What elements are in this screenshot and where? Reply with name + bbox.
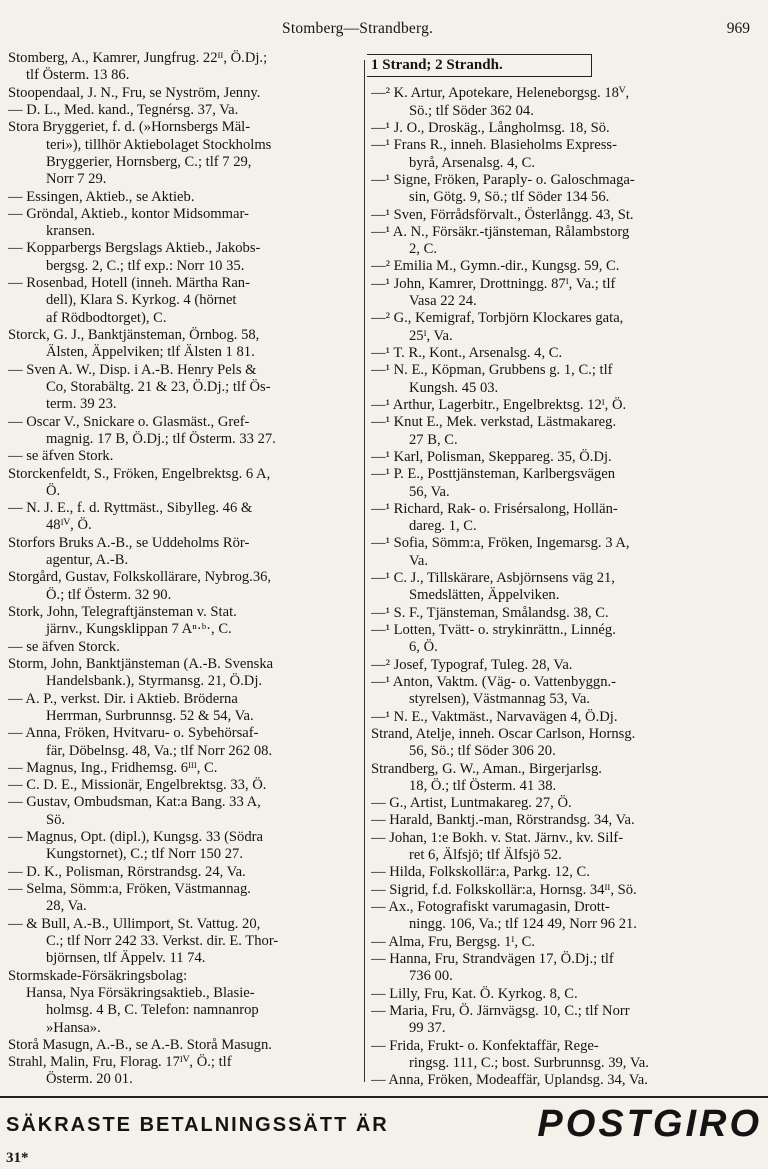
directory-line: — Magnus, Opt. (dipl.), Kungsg. 33 (Södra <box>8 829 263 846</box>
directory-line: —¹ John, Kamrer, Drottningg. 87ᴵ, Va.; tlf <box>371 275 616 292</box>
directory-line: — Sigrid, f.d. Folkskollär:a, Hornsg. 34ᴵᴵ, Sö. <box>371 881 637 898</box>
directory-line: Storå Masugn, A.-B., se A.-B. Storå Masugn. <box>8 1036 272 1053</box>
page-title: Stomberg—Strandberg. <box>282 20 434 37</box>
directory-line: — Rosenbad, Hotell (inneh. Märtha Ran- <box>8 275 250 292</box>
directory-line: Kungsh. 45 03. <box>409 379 499 396</box>
directory-line: Storgård, Gustav, Folkskollärare, Nybrog.36, <box>8 569 272 586</box>
directory-line: 99 37. <box>409 1020 446 1037</box>
directory-line: 2, C. <box>409 241 437 258</box>
directory-line: styrelsen), Västmannag 53, Va. <box>409 691 591 708</box>
directory-line: —¹ N. E., Köpman, Grubbens g. 1, C.; tlf <box>371 362 613 379</box>
directory-line: fär, Döbelnsg. 48, Va.; tlf Norr 262 08. <box>46 742 273 759</box>
directory-line: dell), Klara S. Kyrkog. 4 (hörnet <box>46 292 237 309</box>
directory-line: 25ᴵ, Va. <box>409 327 453 344</box>
directory-line: —² Emilia M., Gymn.-dir., Kungsg. 59, C. <box>371 258 620 275</box>
directory-line: Stomberg, A., Kamrer, Jungfrug. 22ᴵᴵ, Ö.Dj.; <box>8 50 268 66</box>
directory-line: björnsen, tlf Äppelv. 11 74. <box>46 950 206 967</box>
directory-line: Bryggerier, Hornsberg, C.; tlf 7 29, <box>46 153 252 170</box>
directory-line: — Anna, Fröken, Hvitvaru- o. Sybehörsaf- <box>8 725 259 742</box>
advertisement-banner <box>6 1104 762 1144</box>
section-heading: 1 Strand; 2 Strandh. <box>367 54 592 77</box>
directory-line: — se äfven Stork. <box>8 448 114 465</box>
directory-line: Vasa 22 24. <box>409 293 477 310</box>
directory-line: holmsg. 4 B, C. Telefon: namnanrop <box>46 1002 259 1019</box>
directory-line: tlf Österm. 13 86. <box>26 67 130 84</box>
directory-line: —¹ Signe, Fröken, Paraply- o. Galoschmaga- <box>371 171 635 188</box>
directory-line: — se äfven Storck. <box>8 638 120 655</box>
directory-line: 56, Sö.; tlf Söder 306 20. <box>409 743 556 760</box>
directory-line: — D. K., Polisman, Rörstrandsg. 24, Va. <box>8 863 246 880</box>
directory-line: — Johan, 1:e Bokh. v. Stat. Järnv., kv. Silf- <box>371 829 624 846</box>
directory-line: af Rödbodtorget), C. <box>46 309 167 326</box>
right-column <box>371 50 763 1089</box>
directory-line: 48ᴵⱽ, Ö. <box>46 517 92 534</box>
directory-line: Norr 7 29. <box>46 171 107 188</box>
directory-line: Österm. 20 01. <box>46 1071 133 1088</box>
directory-line: —¹ Knut E., Mek. verkstad, Lästmakareg. <box>371 414 617 431</box>
directory-line: Stork, John, Telegraftjänsteman v. Stat. <box>8 604 237 620</box>
directory-line: Sö.; tlf Söder 362 04. <box>409 102 534 119</box>
directory-line: — Kopparbergs Bergslags Aktieb., Jakobs- <box>8 240 261 257</box>
directory-line: 28, Va. <box>46 898 87 915</box>
directory-line: — Ax., Fotografiskt varumagasin, Drott- <box>371 899 610 915</box>
directory-line: ningg. 106, Va.; tlf 124 49, Norr 96 21. <box>409 916 637 933</box>
directory-line: — Lilly, Fru, Kat. Ö. Kyrkog. 8, C. <box>371 985 578 1002</box>
directory-line: Storckenfeldt, S., Fröken, Engelbrektsg. 6 A, <box>8 465 271 482</box>
directory-line: sin, Götg. 9, Sö.; tlf Söder 134 56. <box>409 189 610 206</box>
directory-line: —¹ Sven, Förrådsförvalt., Österlångg. 43, St. <box>371 206 634 223</box>
directory-line: Älsten, Äppelviken; tlf Älsten 1 81. <box>46 344 255 361</box>
directory-line: — C. D. E., Missionär, Engelbrektsg. 33, Ö. <box>8 777 267 794</box>
left-column <box>8 50 360 1089</box>
directory-line: —² Josef, Typograf, Tuleg. 28, Va. <box>371 656 573 673</box>
directory-line: —¹ Arthur, Lagerbitr., Engelbrektsg. 12ᴵ, Ö. <box>371 396 627 413</box>
directory-line: — & Bull, A.-B., Ullimport, St. Vattug. 20, <box>8 915 261 932</box>
directory-line: —¹ S. F., Tjänsteman, Smålandsg. 38, C. <box>371 604 609 621</box>
running-header <box>0 20 768 42</box>
directory-line: — Gustav, Ombudsman, Kat:a Bang. 33 A, <box>8 794 261 811</box>
column-divider <box>364 60 365 1082</box>
directory-line: Storm, John, Banktjänsteman (A.-B. Svenska <box>8 655 274 672</box>
directory-line: — Hilda, Folkskollär:a, Parkg. 12, C. <box>371 864 590 881</box>
directory-line: 56, Va. <box>409 483 450 500</box>
directory-line: Stoopendaal, J. N., Fru, se Nyström, Jenny. <box>8 84 261 101</box>
directory-line: Stora Bryggeriet, f. d. (»Hornsbergs Mäl- <box>8 119 251 136</box>
directory-line: term. 39 23. <box>46 396 117 413</box>
signature-mark: 31* <box>6 1150 29 1166</box>
directory-line: — Magnus, Ing., Fridhemsg. 6ᴵᴵᴵ, C. <box>8 759 218 776</box>
directory-line: Strandberg, G. W., Aman., Birgerjarlsg. <box>371 760 602 777</box>
directory-line: ret 6, Älfsjö; tlf Älfsjö 52. <box>409 847 562 864</box>
directory-line: byrå, Arsenalsg. 4, C. <box>409 154 536 171</box>
directory-line: kransen. <box>46 223 96 240</box>
directory-line: 736 00. <box>409 968 453 985</box>
directory-line: teri»), tillhör Aktiebolaget Stockholms <box>46 136 272 153</box>
directory-line: — Gröndal, Aktieb., kontor Midsommar- <box>8 205 249 222</box>
directory-line: —¹ Anton, Vaktm. (Väg- o. Vattenbyggn.- <box>371 673 617 690</box>
directory-line: —¹ J. O., Droskäg., Långholmsg. 18, Sö. <box>371 119 610 136</box>
directory-line: Handelsbank.), Styrmansg. 21, Ö.Dj. <box>46 673 263 690</box>
directory-line: bergsg. 2, C.; tlf exp.: Norr 10 35. <box>46 257 245 274</box>
directory-line: —¹ Sofia, Sömm:a, Fröken, Ingemarsg. 3 A, <box>371 535 630 552</box>
directory-line: Va. <box>409 552 429 569</box>
directory-line: —² G., Kemigraf, Torbjörn Klockares gata, <box>371 310 624 327</box>
directory-line: —¹ C. J., Tillskärare, Asbjörnsens väg 21, <box>371 570 615 587</box>
directory-line: —¹ Karl, Polisman, Skeppareg. 35, Ö.Dj. <box>371 448 612 465</box>
directory-line: —¹ P. E., Posttjänsteman, Karlbergsvägen <box>371 466 616 483</box>
directory-line: — Anna, Fröken, Modeaffär, Uplandsg. 34, Va. <box>371 1072 648 1089</box>
page-number: 969 <box>726 20 750 37</box>
directory-line: dareg. 1, C. <box>409 518 477 535</box>
directory-line: agentur, A.-B. <box>46 552 129 569</box>
directory-line: —¹ N. E., Vaktmäst., Narvavägen 4, Ö.Dj. <box>371 708 618 725</box>
directory-line: 18, Ö.; tlf Österm. 41 38. <box>409 777 557 794</box>
directory-line: — Alma, Fru, Bergsg. 1ᴵ, C. <box>371 933 535 950</box>
directory-line: Storck, G. J., Banktjänsteman, Örnbog. 58, <box>8 327 260 343</box>
directory-line: Ö. <box>46 482 61 499</box>
directory-line: — D. L., Med. kand., Tegnérsg. 37, Va. <box>8 101 239 118</box>
directory-line: Sö. <box>46 811 66 828</box>
directory-line: —¹ Frans R., inneh. Blasieholms Express- <box>371 137 617 154</box>
directory-line: ringsg. 111, C.; bost. Surbrunnsg. 39, Va. <box>409 1054 649 1071</box>
directory-line: järnv., Kungsklippan 7 Aⁿ·ᵇ·, C. <box>46 621 232 638</box>
directory-line: Hansa, Nya Försäkringsaktieb., Blasie- <box>26 984 255 1001</box>
directory-line: Storfors Bruks A.-B., se Uddeholms Rör- <box>8 534 250 551</box>
directory-line: — G., Artist, Luntmakareg. 27, Ö. <box>371 795 572 812</box>
ad-slogan: SÄKRASTE BETALNINGSSÄTT ÄR <box>6 1114 389 1136</box>
directory-line: 27 B, C. <box>409 431 458 448</box>
directory-line: Kungstornet), C.; tlf Norr 150 27. <box>46 846 243 863</box>
directory-line: Smedslätten, Äppelviken. <box>409 587 560 604</box>
directory-line: — Selma, Sömm:a, Fröken, Västmannag. <box>8 881 251 897</box>
directory-line: Ö.; tlf Österm. 32 90. <box>46 586 172 603</box>
directory-line: Herrman, Surbrunnsg. 52 & 54, Va. <box>46 707 254 724</box>
directory-line: —¹ Richard, Rak- o. Frisérsalong, Hollän- <box>371 500 618 517</box>
directory-line: — A. P., verkst. Dir. i Aktieb. Brödernа <box>8 690 238 707</box>
directory-line: Strahl, Malin, Fru, Florag. 17ᴵⱽ, Ö.; tlf <box>8 1054 232 1071</box>
directory-line: —¹ T. R., Kont., Arsenalsg. 4, C. <box>371 345 563 361</box>
directory-line: — Frida, Frukt- o. Konfektaffär, Rege- <box>371 1037 599 1054</box>
footer-rule <box>0 1096 768 1098</box>
directory-line: — Harald, Banktj.-man, Rörstrandsg. 34, Va. <box>371 812 635 829</box>
directory-line: — Oscar V., Snickare o. Glasmäst., Gref- <box>8 413 250 430</box>
ad-brand: POSTGIRO <box>537 1103 762 1145</box>
directory-line: — Sven A. W., Disp. i A.-B. Henry Pels & <box>8 361 257 378</box>
directory-line: — Maria, Fru, Ö. Järnvägsg. 10, C.; tlf Norr <box>371 1002 630 1019</box>
directory-line: Strand, Atelje, inneh. Oscar Carlson, Hornsg. <box>371 725 636 742</box>
directory-line: — Hanna, Fru, Strandvägen 17, Ö.Dj.; tlf <box>371 950 614 967</box>
directory-line: 6, Ö. <box>409 639 438 656</box>
directory-line: — Essingen, Aktieb., se Aktieb. <box>8 188 195 205</box>
directory-line: —¹ A. N., Försäkr.-tjänsteman, Rålambstorg <box>371 223 630 240</box>
directory-line: C.; tlf Norr 242 33. Verkst. dir. E. Thor- <box>46 932 279 949</box>
directory-line: magnig. 17 B, Ö.Dj.; tlf Österm. 33 27. <box>46 430 276 447</box>
directory-line: Stormskade-Försäkringsbolag: <box>8 967 188 984</box>
directory-line: —² K. Artur, Apotekare, Heleneborgsg. 18ⱽ, <box>371 85 630 102</box>
directory-line: — N. J. E., f. d. Ryttmäst., Sibylleg. 46 & <box>8 500 253 517</box>
directory-line: —¹ Lotten, Tvätt- o. strykinrättn., Linnég. <box>371 622 616 638</box>
directory-line: »Hansa». <box>46 1019 101 1036</box>
directory-line: Co, Storabältg. 21 & 23, Ö.Dj.; tlf Ös- <box>46 378 271 395</box>
